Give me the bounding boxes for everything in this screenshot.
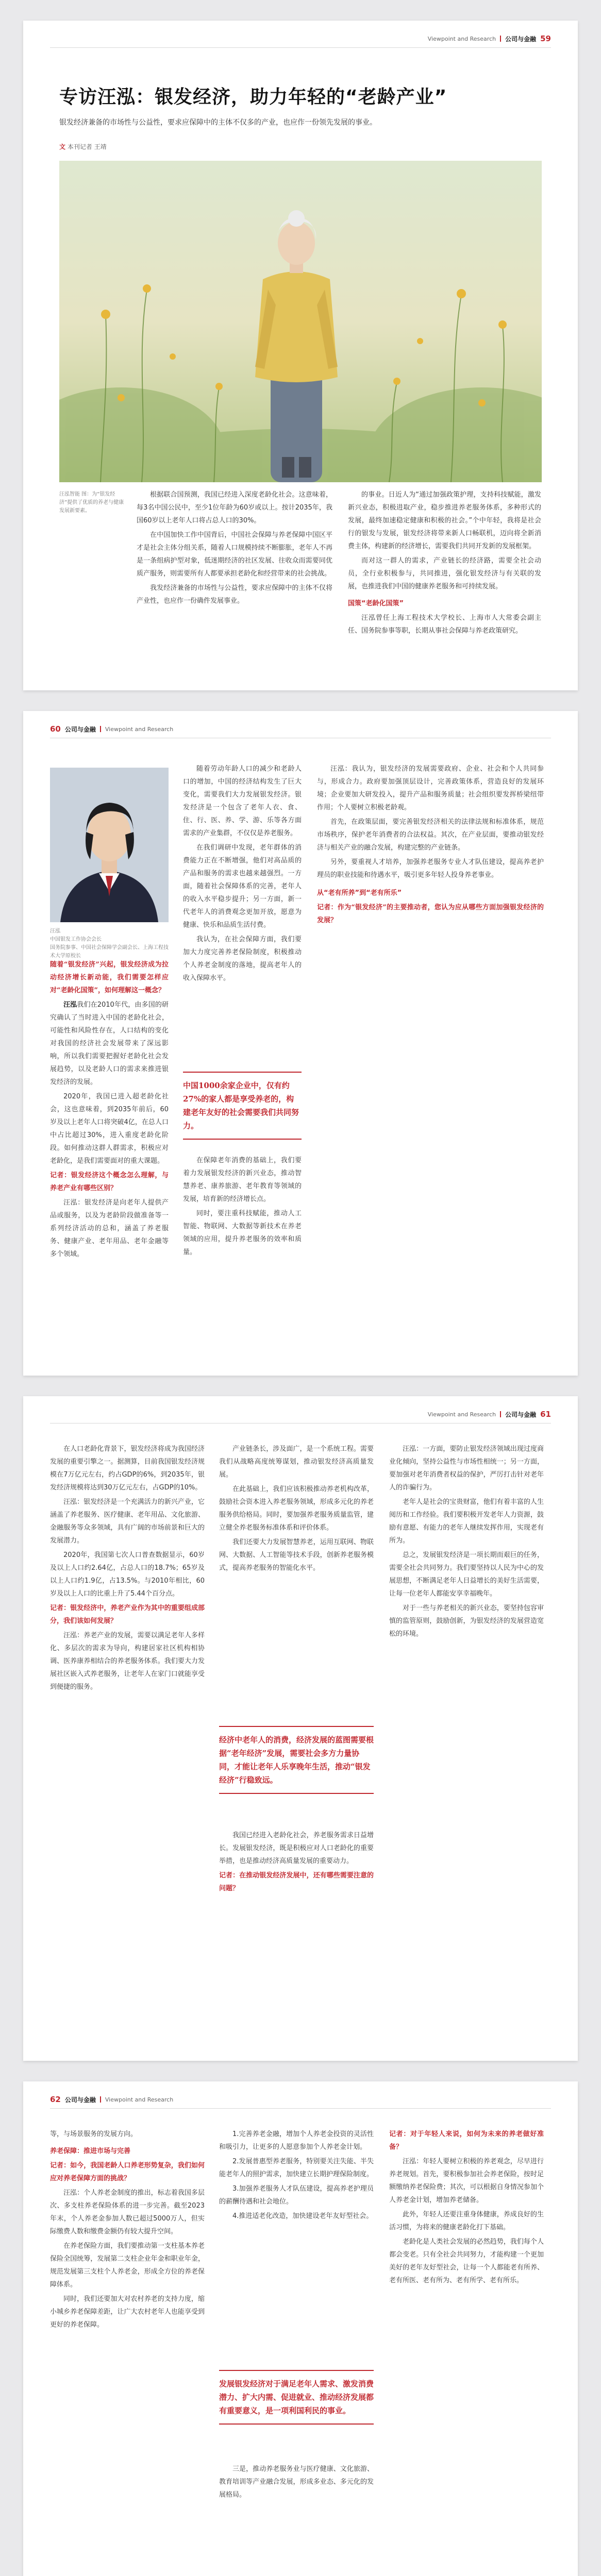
page62-column-2: [219, 2128, 374, 2224]
header-rule: [50, 2108, 551, 2109]
page61-column-3: [389, 1443, 544, 1642]
paragraph: 此外，年轻人还要注重身体健康，养成良好的生活习惯，为将来的健康老龄化打下基础。: [389, 2211, 544, 2231]
page-number: 59: [540, 34, 551, 43]
paragraph: 随着劳动年龄人口的减少和老龄人口的增加，中国的经济结构发生了巨大变化，需要我们大力发展银发经济。银发经济是一个包含了老年人衣、食、住、行、医、养、学、游、乐等各方面需求的产业集群，不仅仅是养老服务。: [183, 765, 302, 837]
page-header: [50, 1408, 551, 1421]
footnote: [348, 597, 541, 610]
header-divider: [500, 1411, 501, 1417]
page61-column-2: [219, 1443, 374, 1576]
paragraph: 另外，要重视人才培养，加强养老服务专业人才队伍建设，提高养老护理员的职业技能和待遇水平，吸引更多年轻人投身养老事业。: [317, 858, 544, 879]
pull-quote: 中国1000余家企业中，仅有约27%的家人都是享受养老的，构建老年友好的社会需要我们共同努力。: [183, 1072, 302, 1140]
article-deck: 银发经济兼备的市场性与公益性，要求应保障中的主体不仅多的产业，也应作一份领先发展的事业。: [59, 118, 377, 127]
paragraph: 同时，我们还要加大对农村养老的支持力度，缩小城乡养老保障差距，让广大农村老年人也能享受到更好的养老保障。: [50, 2295, 205, 2329]
byline-author: 本刊记者 王靖: [67, 143, 107, 150]
list-item: 4.推进适老化改造，加快建设老年友好型社会。: [232, 2212, 373, 2220]
section-subheading: 养老保障：推进市场与完善: [50, 2147, 131, 2155]
paragraph: 2020年，我国第七次人口普查数据显示，60岁及以上人口约2.64亿，占总人口的18.7%；65岁及以上人口约1.9亿，占13.5%。与2010年相比，60岁及以上人口的比重上升了5.44个百分点。: [50, 1551, 205, 1598]
page-header: [50, 32, 551, 45]
page61-column-1: [50, 1443, 205, 1695]
paragraph: 三是，推动养老服务业与医疗健康、文化旅游、教育培训等产业融合发展，形成多业态、多元化的发展格局。: [219, 2465, 374, 2499]
page62-column-2b: [219, 2463, 374, 2503]
paragraph: 首先，在政策层面，要完善银发经济相关的法律法规和标准体系，规范市场秩序，保护老年消费者的合法权益。其次，在产业层面，要推动银发经济与相关产业的融合发展，构建完整的产业链条。: [317, 818, 544, 852]
section-label: Viewpoint and Research: [105, 2096, 174, 2103]
portrait-caption: 汪泓 中国银发工作协会会长 国务院参事、中国社会保障学会副会长、上海工程技术大学原校长: [50, 928, 169, 959]
header-divider: [100, 726, 101, 732]
list-item: 1.完善养老金融，增加个人养老金投资的灵活性和吸引力，让更多的人愿意参加个人养老金计划。: [219, 2130, 374, 2151]
page60-column-3: [317, 762, 544, 928]
hero-caption: 汪泓智能 图：为“银发经济”提供了优质的养老与健康发展新要素。: [59, 492, 124, 514]
paragraph: 同时，要注重科技赋能，推动人工智能、物联网、大数据等新技术在养老领域的应用，提升养老服务的效率和质量。: [183, 1210, 302, 1256]
list-item: 2.发展普惠型养老服务，特别要关注失能、半失能老年人的照护需求，加快建立长期护理保险制度。: [219, 2158, 374, 2178]
page62-column-1: [50, 2128, 205, 2333]
article-title: 专访汪泓：银发经济，助力年轻的“老龄产业”: [59, 87, 447, 108]
question: 记者：对于年轻人来说，如何为未来的养老做好准备？: [389, 2130, 544, 2151]
paragraph: 的事业。日近人为“通过加强政策护理，支持科技赋能，激发新兴业态，积极进取产业，稳步推进养老服务体系，多种形式的发展，最终加速稳定健康和积极的社会。”个中年轻，我将是社会行的银发与发展，银发经济将带来新人口畅联机，迈向将全新消费主体，构建新的经济增长，需要我们共同开发新的发展框架。: [348, 491, 541, 550]
paragraph: 老龄化是人类社会发展的必然趋势，我们每个人都会变老。只有全社会共同努力，才能构建一个更加美好的老年友好型社会，让每一个人都能老有所养、老有所医、老有所为、老有所学、老有所乐。: [389, 2238, 544, 2284]
paragraph: 汪泓：年轻人要树立积极的养老观念，尽早进行养老规划。首先，要积极参加社会养老保险，按时足额缴纳养老保险费；其次，可以根据自身情况参加个人养老金计划，增加养老储备。: [389, 2158, 544, 2204]
page-header: [50, 2093, 551, 2106]
pull-quote: 发展银发经济对于满足老年人需求、激发消费潜力、扩大内需、促进就业、推动经济发展都有重要意义，是一项利国利民的事业。: [219, 2370, 374, 2425]
question: 记者：银发经济这个概念怎么理解，与养老产业有哪些区别？: [50, 1172, 169, 1192]
page61-column-2b: [219, 1829, 374, 1896]
answer-lead: 汪泓: [63, 1001, 77, 1009]
paragraph: 在保障老年消费的基础上，我们要着力发展银发经济的新兴业态，推动智慧养老、康养旅游、老年教育等领域的发展，培育新的经济增长点。: [183, 1157, 302, 1203]
paragraph: 汪泓：银发经济是一个充满活力的新兴产业，它涵盖了养老服务、医疗健康、老年用品、文化旅游、金融服务等众多领域，具有广阔的市场前景和巨大的发展潜力。: [50, 1498, 205, 1545]
paragraph: 我们还要大力发展智慧养老，运用互联网、物联网、大数据、人工智能等技术手段，创新养老服务模式，提高养老服务的智能化水平。: [219, 1538, 374, 1572]
list-item: 3.加强养老服务人才队伍建设，提高养老护理员的薪酬待遇和社会地位。: [219, 2185, 374, 2206]
section-label: Viewpoint and Research: [105, 725, 174, 733]
page60-column-2: [183, 762, 302, 986]
paragraph: 而对这一群人的需求，产业链长的经济路，需要全社会动员，全行业积极参与，共同推进，强化银发经济与有关联的发展，也推进我们中国的健康养老服务和可持续发展。: [348, 557, 541, 590]
header-divider: [100, 2096, 101, 2103]
magazine-name: 公司与金融: [64, 2096, 96, 2104]
page59-column-2: [348, 488, 541, 639]
magazine-page-62: [23, 2081, 578, 2576]
magazine-page-61: [23, 1396, 578, 2061]
magazine-name: 公司与金融: [505, 35, 537, 43]
paragraph: 我国已经进入老龄化社会，养老服务需求日益增长。发展银发经济，既是积极应对人口老龄化的重要举措，也是推动经济高质量发展的重要动力。: [219, 1832, 374, 1865]
paragraph: 汪泓：银发经济是向老年人提供产品或服务，以及为老龄阶段做准备等一系列经济活动的总和，涵盖了养老服务、健康产业、老年用品、老年金融等多个领域。: [50, 1199, 169, 1258]
paragraph: 2020年，我国已进入超老龄化社会，这也意味着，到2035年前后，60岁及以上老年人口将突破4亿，在总人口中占比超过30%，进入重度老龄化阶段。如何推动这群人群需求，积极应对老龄化，是我们需要面对的重大课题。: [50, 1093, 169, 1165]
paragraph: 对于一些与养老相关的新兴业态，要坚持包容审慎的监管原则，鼓励创新，为银发经济的发展营造宽松的环境。: [389, 1604, 544, 1638]
question: 随着“银发经济”兴起，银发经济成为拉动经济增长新动能，我们需要怎样应对“老龄化国策”，如何理解这一概念？: [50, 961, 169, 994]
page62-column-3: [389, 2128, 544, 2289]
paragraph: 汪泓：一方面，要防止银发经济领域出现过度商业化倾向，坚持公益性与市场性相统一；另一方面，要加强对老年消费者权益的保护，严厉打击针对老年人的诈骗行为。: [389, 1445, 544, 1492]
page-number: 62: [50, 2095, 61, 2104]
hero-illustration: [59, 161, 542, 482]
answer-text: 我们在2010年代，由多国的研究确认了当时进入中国的老龄化社会，可能性和风险性存在，人口结构的变化对我国的经济社会发展带来了深远影响，所以我们需要把握好老龄化社会发展趋势，以及老龄人口的需求来推进银发经济的发展。: [50, 1001, 169, 1086]
page-number: 60: [50, 724, 61, 734]
magazine-page-59: [23, 21, 578, 690]
byline: [59, 142, 107, 151]
portrait-photo: [50, 768, 169, 922]
section-label: Viewpoint and Research: [427, 35, 496, 42]
paragraph: 根据联合国预测，我国已经进入深度老龄化社会。这意味着，每3名中国公民中，至少1位年龄为60岁或以上。按计2035年，我国60岁以上老年人口将占总人口的30%。: [137, 491, 332, 524]
interviewee-portrait: [50, 768, 169, 922]
paragraph: 产业链条长，涉及面广，是一个系统工程。需要我们从战略高度统筹谋划，推动银发经济高质量发展。: [219, 1445, 374, 1479]
paragraph: 在养老保险方面，我们要推动第一支柱基本养老保险全国统筹，发展第二支柱企业年金和职业年金，规范发展第三支柱个人养老金，形成全方位的养老保障体系。: [50, 2242, 205, 2289]
question: 记者：作为“银发经济”的主要推动者，您认为应从哪些方面加强银发经济的发展？: [317, 904, 544, 924]
paragraph: 在此基础上，我们应该积极推动养老机构改革，鼓励社会资本进入养老服务领域，形成多元化的养老服务供给格局。同时，要加强养老服务质量监管，建立健全养老服务标准体系和评价体系。: [219, 1485, 374, 1532]
magazine-name: 公司与金融: [64, 725, 96, 733]
paragraph: 我发经济兼备的市场性与公益性，要求应保障中的主体不仅将产业性，也应作一份确件发展事业。: [137, 584, 332, 605]
elderly-woman-in-meadow-illustration: [59, 161, 542, 482]
page59-column-1: [137, 488, 332, 609]
magazine-page-60: [23, 711, 578, 1376]
paragraph: 等，与场景服务的发展方向。: [50, 2130, 138, 2138]
paragraph: 老年人是社会的宝贵财富，他们有着丰富的人生阅历和工作经验。我们要积极开发老年人力资源，鼓励有意愿、有能力的老年人继续发挥作用，实现老有所为。: [389, 1498, 544, 1545]
page60-column-intro: [50, 958, 169, 1262]
paragraph: 在人口老龄化背景下，银发经济将成为我国经济发展的重要引擎之一。据测算，目前我国银发经济规模在7万亿元左右，约占GDP的6%，到2035年，银发经济规模将达到30万亿元左右，占GDP的10%。: [50, 1445, 205, 1492]
page-number: 61: [540, 1410, 551, 1419]
question: 记者：在推动银发经济发展中，还有哪些需要注意的问题？: [219, 1872, 374, 1892]
paragraph: 汪泓：个人养老金制度的推出，标志着我国多层次、多支柱养老保险体系的进一步完善。截至2023年末，个人养老金参加人数已超过5000万人，但实际缴费人数和缴费金额仍有较大提升空间。: [50, 2189, 205, 2235]
question: 记者：如今，我国老龄人口养老形势复杂，我们如何应对养老保障方面的挑战？: [50, 2162, 205, 2182]
answer: [50, 998, 169, 1089]
page-header: [50, 722, 551, 736]
paragraph: 总之，发展银发经济是一项长期而艰巨的任务，需要全社会共同努力。我们要坚持以人民为中心的发展思想，不断满足老年人日益增长的美好生活需要，让每一位老年人都能安享幸福晚年。: [389, 1551, 544, 1598]
footnote-title: 国策“老龄化国策”: [348, 600, 404, 607]
paragraph: 在中国加快工作中国背后，中国社会保障与养老保障中国区平才是社会主体分组关系，随着人口规模持续不断膨胀，老年人不再是一条组病护型对象，低迷期经济的社区发展、往收众而需要同优质产服务，则需要所有人都要承担老龄化和经营带来的社会挑战。: [137, 531, 332, 578]
section-subheading: 从“老有所养”到“老有所乐”: [317, 889, 402, 897]
magazine-name: 公司与金融: [505, 1411, 537, 1418]
paragraph: 我认为，在社会保障方面，我们要加大力度完善养老保险制度，积极推动个人养老金制度的落地，提高老年人的收入保障水平。: [183, 936, 302, 982]
header-rule: [50, 47, 551, 48]
paragraph: 在我们调研中发现，老年群体的消费能力正在不断增强，他们对高品质的产品和服务的需求也越来越强烈。一方面，随着社会保障体系的完善，老年人的收入水平稳步提升；另一方面，新一代老年人的消费观念更加开放，愿意为健康、快乐和品质生活付费。: [183, 844, 302, 929]
byline-mark: 文: [59, 143, 66, 150]
page60-column-2b: [183, 1154, 302, 1260]
paragraph: 汪泓：养老产业的发展，需要以满足老年人多样化、多层次的需求为导向，构建居家社区机构相协调、医养康养相结合的养老服务体系。我们要大力发展社区嵌入式养老服务，让老年人在家门口就能享受到便捷的服务。: [50, 1632, 205, 1691]
question: 记者：银发经济中，养老产业作为其中的重要组成部分，我们该如何发展？: [50, 1604, 205, 1625]
pull-quote: 经济中老年人的消费，经济发展的蓝图需要根据“老年经济”发展，需要社会多方力量协同，才能让老年人乐享晚年生活，推动“银发经济”行稳致远。: [219, 1726, 374, 1794]
section-label: Viewpoint and Research: [427, 1411, 496, 1418]
footnote-body: 汪泓曾任上海工程技术大学校长、上海市人大常委会副主任、国务院参事等职，长期从事社会保障与养老政策研究。: [348, 614, 541, 635]
paragraph: 汪泓：我认为，银发经济的发展需要政府、企业、社会和个人共同参与，形成合力。政府要加强顶层设计，完善政策体系，营造良好的发展环境；企业要加大研发投入，提升产品和服务质量；社会组织要发挥桥梁纽带作用；个人要树立积极老龄观。: [317, 765, 544, 811]
header-divider: [500, 36, 501, 42]
